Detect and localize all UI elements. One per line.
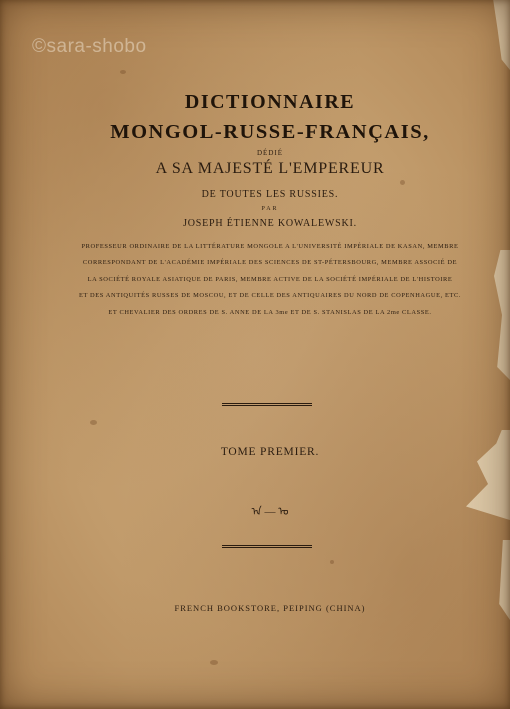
author-credentials bbox=[50, 239, 490, 322]
publisher: FRENCH BOOKSTORE, PEIPING (CHINA) bbox=[174, 603, 366, 613]
divider-rule bbox=[222, 545, 312, 548]
credentials-line: ET CHEVALIER DES ORDRES DE S. ANNE DE LA 3me ET DE S. STANISLAS DE LA 2me CLASSE. bbox=[108, 308, 432, 316]
credentials-line: CORRESPONDANT DE L'ACADÉMIE IMPÉRIALE DES SCIENCES DE ST-PÉTERSBOURG, MEMBRE ASSOCIÉ DE bbox=[82, 259, 458, 266]
credentials-line: ET DES ANTIQUITÉS RUSSES DE MOSCOU, ET DE CELLE DES ANTIQUAIRES DU NORD DE COPENHAGUE, ETC. bbox=[78, 292, 462, 299]
volume-label: TOME PREMIER. bbox=[220, 446, 320, 458]
stain bbox=[330, 560, 334, 564]
par-label: PAR bbox=[261, 205, 279, 212]
title-line-2: MONGOL-RUSSE-FRANÇAIS, bbox=[110, 121, 430, 143]
credentials-line: PROFESSEUR ORDINAIRE DE LA LITTÉRATURE MONGOLE A L'UNIVERSITÉ IMPÉRIALE DE KASAN, MEMBRE bbox=[81, 242, 459, 250]
credentials-line: LA SOCIÉTÉ ROYALE ASIATIQUE DE PARIS, MEMBRE ACTIVE DE LA SOCIÉTÉ IMPÉRIALE DE L'HISTOIRE bbox=[87, 275, 453, 283]
author-name: JOSEPH ÉTIENNE KOWALEWSKI. bbox=[183, 217, 357, 229]
dedication-line-2: DE TOUTES LES RUSSIES. bbox=[201, 188, 339, 200]
stain bbox=[90, 420, 97, 425]
dedication-line-1: A SA MAJESTÉ L'EMPEREUR bbox=[155, 159, 385, 177]
divider-rule bbox=[222, 403, 312, 406]
stain bbox=[120, 70, 126, 74]
torn-edge bbox=[482, 0, 510, 70]
title-line-1: DICTIONNAIRE bbox=[184, 91, 356, 113]
letter-range: ᠠ — ᠣ bbox=[251, 506, 289, 518]
torn-edge bbox=[492, 540, 510, 620]
dedicated-label: DÉDIÉ bbox=[257, 148, 283, 157]
watermark: ©sara-shobo bbox=[32, 36, 147, 57]
title-block bbox=[50, 92, 490, 321]
stain bbox=[210, 660, 218, 665]
